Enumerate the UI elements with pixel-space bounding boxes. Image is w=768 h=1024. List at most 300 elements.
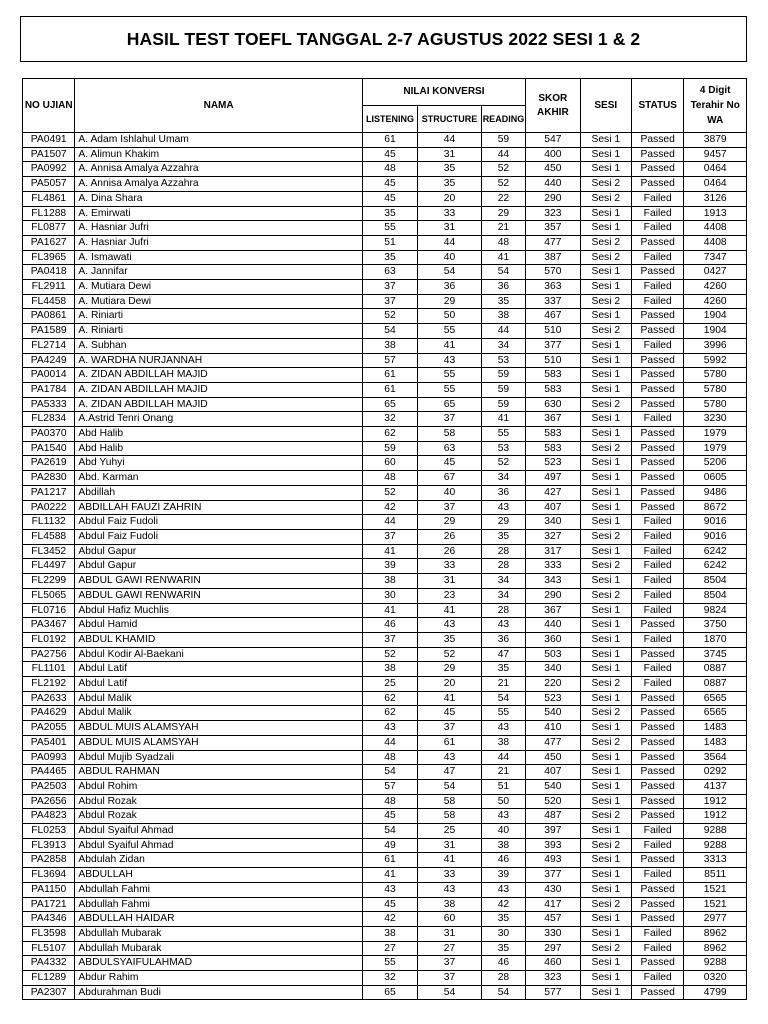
sesi-cell: Sesi 1 xyxy=(580,794,631,809)
wa-digits-cell: 1979 xyxy=(684,427,747,442)
wa-digits-cell: 8672 xyxy=(684,500,747,515)
status-cell: Failed xyxy=(631,941,683,956)
wa-digits-cell: 1483 xyxy=(684,721,747,736)
listening-cell: 65 xyxy=(362,397,417,412)
no-ujian-cell: PA4332 xyxy=(23,956,75,971)
nama-cell: Abdul Latif xyxy=(75,662,362,677)
nama-cell: A. Riniarti xyxy=(75,324,362,339)
structure-cell: 45 xyxy=(418,456,482,471)
nama-cell: ABDUL RAHMAN xyxy=(75,765,362,780)
structure-cell: 41 xyxy=(418,853,482,868)
nama-cell: Abd Yuhyi xyxy=(75,456,362,471)
structure-cell: 33 xyxy=(418,868,482,883)
structure-cell: 35 xyxy=(418,632,482,647)
listening-cell: 54 xyxy=(362,824,417,839)
table-body xyxy=(23,133,747,1000)
reading-cell: 28 xyxy=(481,544,525,559)
listening-cell: 25 xyxy=(362,677,417,692)
skor-akhir-cell: 523 xyxy=(526,456,580,471)
wa-digits-cell: 3564 xyxy=(684,750,747,765)
listening-cell: 32 xyxy=(362,971,417,986)
status-cell: Failed xyxy=(631,544,683,559)
status-cell: Failed xyxy=(631,838,683,853)
listening-cell: 43 xyxy=(362,882,417,897)
structure-cell: 54 xyxy=(418,779,482,794)
reading-cell: 43 xyxy=(481,809,525,824)
status-cell: Passed xyxy=(631,618,683,633)
wa-digits-cell: 3750 xyxy=(684,618,747,633)
status-cell: Passed xyxy=(631,956,683,971)
reading-cell: 39 xyxy=(481,868,525,883)
listening-cell: 54 xyxy=(362,324,417,339)
no-ujian-cell: PA2756 xyxy=(23,647,75,662)
structure-cell: 29 xyxy=(418,515,482,530)
status-cell: Failed xyxy=(631,529,683,544)
no-ujian-cell: FL2299 xyxy=(23,574,75,589)
skor-akhir-cell: 520 xyxy=(526,794,580,809)
structure-cell: 31 xyxy=(418,926,482,941)
wa-digits-cell: 3745 xyxy=(684,647,747,662)
no-ujian-cell: FL4497 xyxy=(23,559,75,574)
skor-akhir-cell: 457 xyxy=(526,912,580,927)
sesi-cell: Sesi 1 xyxy=(580,382,631,397)
wa-digits-cell: 1483 xyxy=(684,735,747,750)
no-ujian-cell: PA0993 xyxy=(23,750,75,765)
structure-cell: 20 xyxy=(418,677,482,692)
wa-digits-cell: 4260 xyxy=(684,294,747,309)
structure-cell: 61 xyxy=(418,735,482,750)
sesi-cell: Sesi 1 xyxy=(580,206,631,221)
reading-cell: 59 xyxy=(481,133,525,148)
skor-akhir-cell: 477 xyxy=(526,735,580,750)
no-ujian-cell: PA1784 xyxy=(23,382,75,397)
listening-cell: 35 xyxy=(362,206,417,221)
table-header xyxy=(23,79,747,133)
sesi-cell: Sesi 1 xyxy=(580,500,631,515)
table-row xyxy=(23,632,747,647)
reading-cell: 41 xyxy=(481,250,525,265)
listening-cell: 63 xyxy=(362,265,417,280)
reading-cell: 29 xyxy=(481,515,525,530)
status-cell: Passed xyxy=(631,882,683,897)
table-row xyxy=(23,309,747,324)
page-title: HASIL TEST TOEFL TANGGAL 2-7 AGUSTUS 2022 SESI 1 & 2 xyxy=(20,16,747,62)
status-cell: Passed xyxy=(631,456,683,471)
no-ujian-cell: PA2830 xyxy=(23,471,75,486)
wa-digits-cell: 1913 xyxy=(684,206,747,221)
no-ujian-cell: FL2192 xyxy=(23,677,75,692)
nama-cell: Abdillah xyxy=(75,485,362,500)
no-ujian-cell: PA4346 xyxy=(23,912,75,927)
status-cell: Passed xyxy=(631,706,683,721)
listening-cell: 48 xyxy=(362,750,417,765)
wa-digits-cell: 3879 xyxy=(684,133,747,148)
listening-cell: 30 xyxy=(362,588,417,603)
listening-cell: 61 xyxy=(362,853,417,868)
sesi-cell: Sesi 1 xyxy=(580,485,631,500)
skor-akhir-cell: 430 xyxy=(526,882,580,897)
structure-cell: 54 xyxy=(418,265,482,280)
skor-akhir-cell: 377 xyxy=(526,338,580,353)
no-ujian-cell: PA1507 xyxy=(23,147,75,162)
sesi-cell: Sesi 1 xyxy=(580,750,631,765)
table-row xyxy=(23,941,747,956)
sesi-cell: Sesi 1 xyxy=(580,603,631,618)
wa-digits-cell: 1912 xyxy=(684,809,747,824)
reading-cell: 59 xyxy=(481,382,525,397)
skor-akhir-cell: 427 xyxy=(526,485,580,500)
results-table xyxy=(22,78,747,1000)
no-ujian-cell: PA1627 xyxy=(23,235,75,250)
reading-cell: 52 xyxy=(481,177,525,192)
reading-cell: 50 xyxy=(481,794,525,809)
nama-cell: A. ZIDAN ABDILLAH MAJID xyxy=(75,382,362,397)
nama-cell: A. Annisa Amalya Azzahra xyxy=(75,177,362,192)
sesi-cell: Sesi 1 xyxy=(580,618,631,633)
sesi-cell: Sesi 1 xyxy=(580,265,631,280)
header-structure: STRUCTURE xyxy=(418,106,482,133)
reading-cell: 22 xyxy=(481,191,525,206)
reading-cell: 44 xyxy=(481,324,525,339)
skor-akhir-cell: 510 xyxy=(526,324,580,339)
nama-cell: A. Riniarti xyxy=(75,309,362,324)
status-cell: Passed xyxy=(631,912,683,927)
status-cell: Passed xyxy=(631,897,683,912)
reading-cell: 52 xyxy=(481,456,525,471)
skor-akhir-cell: 570 xyxy=(526,265,580,280)
nama-cell: A. Emirwati xyxy=(75,206,362,221)
sesi-cell: Sesi 2 xyxy=(580,588,631,603)
header-nama: NAMA xyxy=(75,79,362,133)
listening-cell: 48 xyxy=(362,162,417,177)
sesi-cell: Sesi 1 xyxy=(580,824,631,839)
sesi-cell: Sesi 1 xyxy=(580,544,631,559)
reading-cell: 36 xyxy=(481,632,525,647)
reading-cell: 44 xyxy=(481,147,525,162)
nama-cell: ABDUL GAWI RENWARIN xyxy=(75,574,362,589)
listening-cell: 42 xyxy=(362,500,417,515)
wa-digits-cell: 4408 xyxy=(684,235,747,250)
sesi-cell: Sesi 1 xyxy=(580,515,631,530)
header-sesi: SESI xyxy=(580,79,631,133)
nama-cell: ABDUL KHAMID xyxy=(75,632,362,647)
sesi-cell: Sesi 2 xyxy=(580,809,631,824)
listening-cell: 52 xyxy=(362,485,417,500)
structure-cell: 65 xyxy=(418,397,482,412)
sesi-cell: Sesi 1 xyxy=(580,338,631,353)
no-ujian-cell: FL5107 xyxy=(23,941,75,956)
structure-cell: 37 xyxy=(418,412,482,427)
nama-cell: Abdul Rozak xyxy=(75,794,362,809)
structure-cell: 23 xyxy=(418,588,482,603)
nama-cell: Abd Halib xyxy=(75,441,362,456)
wa-digits-cell: 7347 xyxy=(684,250,747,265)
reading-cell: 53 xyxy=(481,441,525,456)
reading-cell: 43 xyxy=(481,618,525,633)
sesi-cell: Sesi 2 xyxy=(580,324,631,339)
structure-cell: 55 xyxy=(418,324,482,339)
status-cell: Failed xyxy=(631,574,683,589)
skor-akhir-cell: 363 xyxy=(526,280,580,295)
wa-digits-cell: 5992 xyxy=(684,353,747,368)
sesi-cell: Sesi 2 xyxy=(580,529,631,544)
status-cell: Failed xyxy=(631,926,683,941)
table-row xyxy=(23,544,747,559)
no-ujian-cell: FL3452 xyxy=(23,544,75,559)
nama-cell: ABDULLAH xyxy=(75,868,362,883)
structure-cell: 58 xyxy=(418,809,482,824)
listening-cell: 32 xyxy=(362,412,417,427)
wa-digits-cell: 4137 xyxy=(684,779,747,794)
table-row xyxy=(23,926,747,941)
nama-cell: Abdul Malik xyxy=(75,706,362,721)
listening-cell: 27 xyxy=(362,941,417,956)
status-cell: Passed xyxy=(631,324,683,339)
wa-digits-cell: 5206 xyxy=(684,456,747,471)
sesi-cell: Sesi 2 xyxy=(580,559,631,574)
skor-akhir-cell: 467 xyxy=(526,309,580,324)
sesi-cell: Sesi 2 xyxy=(580,677,631,692)
nama-cell: A. Annisa Amalya Azzahra xyxy=(75,162,362,177)
skor-akhir-cell: 400 xyxy=(526,147,580,162)
sesi-cell: Sesi 2 xyxy=(580,250,631,265)
table-row xyxy=(23,206,747,221)
wa-digits-cell: 0427 xyxy=(684,265,747,280)
table-row xyxy=(23,897,747,912)
table-row xyxy=(23,280,747,295)
status-cell: Failed xyxy=(631,677,683,692)
reading-cell: 21 xyxy=(481,221,525,236)
listening-cell: 35 xyxy=(362,250,417,265)
nama-cell: A. Adam Ishlahul Umam xyxy=(75,133,362,148)
listening-cell: 55 xyxy=(362,956,417,971)
status-cell: Passed xyxy=(631,809,683,824)
reading-cell: 30 xyxy=(481,926,525,941)
sesi-cell: Sesi 1 xyxy=(580,427,631,442)
table-row xyxy=(23,177,747,192)
table-row xyxy=(23,427,747,442)
listening-cell: 60 xyxy=(362,456,417,471)
listening-cell: 62 xyxy=(362,691,417,706)
structure-cell: 41 xyxy=(418,603,482,618)
no-ujian-cell: PA5401 xyxy=(23,735,75,750)
sesi-cell: Sesi 1 xyxy=(580,456,631,471)
status-cell: Passed xyxy=(631,721,683,736)
table-row xyxy=(23,618,747,633)
structure-cell: 45 xyxy=(418,706,482,721)
header-no-ujian: NO UJIAN xyxy=(23,79,75,133)
reading-cell: 43 xyxy=(481,721,525,736)
table-row xyxy=(23,515,747,530)
listening-cell: 45 xyxy=(362,809,417,824)
listening-cell: 48 xyxy=(362,794,417,809)
reading-cell: 35 xyxy=(481,662,525,677)
no-ujian-cell: PA2656 xyxy=(23,794,75,809)
listening-cell: 41 xyxy=(362,868,417,883)
no-ujian-cell: FL2714 xyxy=(23,338,75,353)
table-row xyxy=(23,294,747,309)
structure-cell: 50 xyxy=(418,309,482,324)
reading-cell: 21 xyxy=(481,677,525,692)
nama-cell: A. Mutiara Dewi xyxy=(75,294,362,309)
no-ujian-cell: PA4823 xyxy=(23,809,75,824)
status-cell: Passed xyxy=(631,471,683,486)
table-row xyxy=(23,133,747,148)
nama-cell: ABDUL MUIS ALAMSYAH xyxy=(75,721,362,736)
table-row xyxy=(23,441,747,456)
status-cell: Failed xyxy=(631,868,683,883)
structure-cell: 31 xyxy=(418,221,482,236)
skor-akhir-cell: 630 xyxy=(526,397,580,412)
status-cell: Failed xyxy=(631,338,683,353)
wa-digits-cell: 8504 xyxy=(684,574,747,589)
reading-cell: 55 xyxy=(481,427,525,442)
reading-cell: 42 xyxy=(481,897,525,912)
wa-digits-cell: 5780 xyxy=(684,397,747,412)
sesi-cell: Sesi 1 xyxy=(580,956,631,971)
sesi-cell: Sesi 1 xyxy=(580,647,631,662)
no-ujian-cell: PA2503 xyxy=(23,779,75,794)
status-cell: Passed xyxy=(631,133,683,148)
table-row xyxy=(23,397,747,412)
sesi-cell: Sesi 2 xyxy=(580,235,631,250)
nama-cell: A. ZIDAN ABDILLAH MAJID xyxy=(75,368,362,383)
skor-akhir-cell: 540 xyxy=(526,779,580,794)
table-row xyxy=(23,191,747,206)
skor-akhir-cell: 340 xyxy=(526,662,580,677)
skor-akhir-cell: 440 xyxy=(526,177,580,192)
reading-cell: 35 xyxy=(481,294,525,309)
skor-akhir-cell: 450 xyxy=(526,750,580,765)
structure-cell: 43 xyxy=(418,750,482,765)
structure-cell: 26 xyxy=(418,544,482,559)
wa-digits-cell: 4799 xyxy=(684,985,747,1000)
skor-akhir-cell: 583 xyxy=(526,427,580,442)
status-cell: Passed xyxy=(631,353,683,368)
nama-cell: A. Subhan xyxy=(75,338,362,353)
skor-akhir-cell: 547 xyxy=(526,133,580,148)
sesi-cell: Sesi 1 xyxy=(580,133,631,148)
skor-akhir-cell: 583 xyxy=(526,382,580,397)
reading-cell: 54 xyxy=(481,265,525,280)
table-row xyxy=(23,235,747,250)
skor-akhir-cell: 333 xyxy=(526,559,580,574)
reading-cell: 34 xyxy=(481,574,525,589)
reading-cell: 59 xyxy=(481,397,525,412)
reading-cell: 38 xyxy=(481,309,525,324)
skor-akhir-cell: 343 xyxy=(526,574,580,589)
table-row xyxy=(23,809,747,824)
skor-akhir-cell: 407 xyxy=(526,765,580,780)
status-cell: Failed xyxy=(631,824,683,839)
reading-cell: 52 xyxy=(481,162,525,177)
no-ujian-cell: FL1288 xyxy=(23,206,75,221)
listening-cell: 38 xyxy=(362,662,417,677)
structure-cell: 43 xyxy=(418,882,482,897)
listening-cell: 41 xyxy=(362,544,417,559)
skor-akhir-cell: 337 xyxy=(526,294,580,309)
wa-digits-cell: 9288 xyxy=(684,956,747,971)
nama-cell: Abdulah Zidan xyxy=(75,853,362,868)
table-row xyxy=(23,765,747,780)
nama-cell: Abdul Syaiful Ahmad xyxy=(75,838,362,853)
sesi-cell: Sesi 1 xyxy=(580,574,631,589)
table-row xyxy=(23,779,747,794)
nama-cell: Abd Halib xyxy=(75,427,362,442)
structure-cell: 36 xyxy=(418,280,482,295)
status-cell: Passed xyxy=(631,794,683,809)
sesi-cell: Sesi 1 xyxy=(580,721,631,736)
wa-digits-cell: 1870 xyxy=(684,632,747,647)
sesi-cell: Sesi 1 xyxy=(580,765,631,780)
nama-cell: A. Mutiara Dewi xyxy=(75,280,362,295)
skor-akhir-cell: 330 xyxy=(526,926,580,941)
nama-cell: Abdur Rahim xyxy=(75,971,362,986)
sesi-cell: Sesi 2 xyxy=(580,897,631,912)
nama-cell: ABDULSYAIFULAHMAD xyxy=(75,956,362,971)
sesi-cell: Sesi 2 xyxy=(580,177,631,192)
listening-cell: 57 xyxy=(362,779,417,794)
status-cell: Passed xyxy=(631,853,683,868)
status-cell: Passed xyxy=(631,765,683,780)
wa-digits-cell: 9016 xyxy=(684,529,747,544)
wa-digits-cell: 3313 xyxy=(684,853,747,868)
table-row xyxy=(23,735,747,750)
table-row xyxy=(23,265,747,280)
status-cell: Failed xyxy=(631,603,683,618)
status-cell: Failed xyxy=(631,588,683,603)
wa-digits-cell: 5780 xyxy=(684,382,747,397)
skor-akhir-cell: 393 xyxy=(526,838,580,853)
no-ujian-cell: FL3598 xyxy=(23,926,75,941)
skor-akhir-cell: 323 xyxy=(526,206,580,221)
sesi-cell: Sesi 1 xyxy=(580,926,631,941)
no-ujian-cell: PA5333 xyxy=(23,397,75,412)
listening-cell: 61 xyxy=(362,382,417,397)
nama-cell: Abdullah Mubarak xyxy=(75,941,362,956)
reading-cell: 43 xyxy=(481,500,525,515)
wa-digits-cell: 3996 xyxy=(684,338,747,353)
listening-cell: 62 xyxy=(362,427,417,442)
reading-cell: 48 xyxy=(481,235,525,250)
skor-akhir-cell: 417 xyxy=(526,897,580,912)
skor-akhir-cell: 497 xyxy=(526,471,580,486)
wa-digits-cell: 0605 xyxy=(684,471,747,486)
structure-cell: 47 xyxy=(418,765,482,780)
status-cell: Passed xyxy=(631,735,683,750)
sesi-cell: Sesi 2 xyxy=(580,191,631,206)
table-row xyxy=(23,853,747,868)
wa-digits-cell: 0320 xyxy=(684,971,747,986)
table-row xyxy=(23,382,747,397)
table-row xyxy=(23,706,747,721)
wa-digits-cell: 8504 xyxy=(684,588,747,603)
nama-cell: A. Alimun Khakim xyxy=(75,147,362,162)
reading-cell: 34 xyxy=(481,338,525,353)
sesi-cell: Sesi 1 xyxy=(580,309,631,324)
structure-cell: 43 xyxy=(418,618,482,633)
table-row xyxy=(23,574,747,589)
skor-akhir-cell: 323 xyxy=(526,971,580,986)
reading-cell: 59 xyxy=(481,368,525,383)
nama-cell: Abd. Karman xyxy=(75,471,362,486)
sesi-cell: Sesi 1 xyxy=(580,985,631,1000)
header-wa: 4 Digit Terahir No WA xyxy=(684,79,747,133)
wa-digits-cell: 9288 xyxy=(684,838,747,853)
nama-cell: ABDILLAH FAUZI ZAHRIN xyxy=(75,500,362,515)
sesi-cell: Sesi 2 xyxy=(580,838,631,853)
reading-cell: 43 xyxy=(481,882,525,897)
